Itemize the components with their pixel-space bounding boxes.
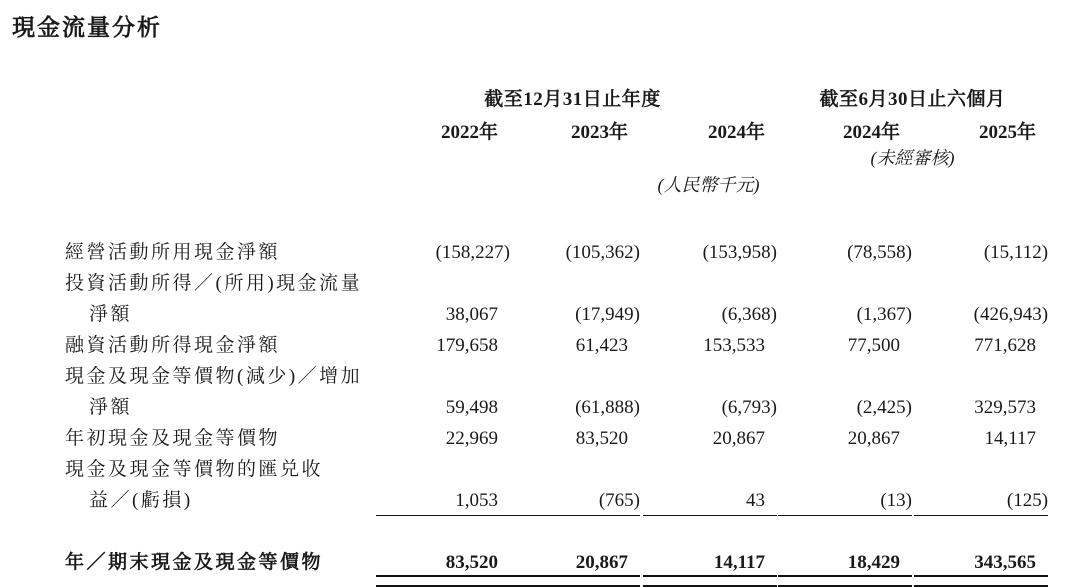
cell-value: (15,112) [983,242,1049,263]
cell-value: 20,867 [712,428,766,449]
cell-value [912,361,1048,392]
spacer-row [65,516,1048,547]
empty-cell [777,170,1048,197]
year-header-row [65,111,1048,144]
empty-cell [65,77,400,111]
cell-value: (2,425) [856,397,913,418]
unaudited-note-row [65,144,1048,170]
cell-value [777,268,912,299]
cell-value: 153,533 [703,335,766,356]
cell-value: (158,227) [435,242,510,263]
cell-value [640,268,777,299]
cell-value: 14,117 [640,547,777,578]
spacer-row [65,197,1048,237]
cell-value: (1,367) [856,304,913,325]
table-row [65,485,1048,516]
cell-value: 61,423 [575,335,628,356]
cell-value: 20,867 [510,547,640,578]
column-group-interim: 截至6月30日止六個月 [819,89,1006,110]
cell-value [640,454,777,485]
cell-value: (125) [912,485,1048,516]
cell-value [510,361,640,392]
cell-value [510,268,640,299]
table-row [65,237,1048,268]
cell-value: 83,520 [575,428,628,449]
empty-cell [65,170,640,197]
cell-value [640,361,777,392]
page-title: 現金流量分析 [12,15,162,40]
row-label: 融資活動所得現金淨額 [65,335,281,356]
cell-value: 59,498 [445,397,498,418]
cell-value: 179,658 [436,335,498,356]
table-row [65,361,1048,392]
cell-value: 329,573 [974,397,1037,418]
cell-value [400,454,510,485]
row-label: 經營活動所用現金淨額 [65,242,281,263]
cell-value: (153,958) [702,242,778,263]
cell-value: (13) [777,485,912,516]
column-group-header-row [65,77,1048,111]
year-header: 2024年 [708,122,766,143]
cell-value: 83,520 [400,547,510,578]
currency-note: (人民幣千元) [657,175,760,195]
year-header: 2025年 [979,122,1037,143]
cell-value: 22,969 [445,428,498,449]
row-label: 現金及現金等價物(減少)／增加 [65,366,363,387]
currency-note-row [65,170,1048,197]
table-row [65,299,1048,330]
table-row [65,423,1048,454]
table-row [65,454,1048,485]
cell-value: 43 [640,485,777,516]
row-label: 年／期末現金及現金等價物 [65,552,324,573]
cell-value [400,268,510,299]
cell-value: 20,867 [847,428,901,449]
cell-value [912,454,1048,485]
empty-cell [65,111,400,144]
cell-value: 14,117 [984,428,1037,449]
cell-value: (61,888) [575,397,640,418]
row-label: 淨額 [89,304,133,325]
year-header: 2024年 [843,122,901,143]
cell-value: (6,368) [721,304,778,325]
row-label: 現金及現金等價物的匯兑收 [65,459,324,480]
cell-value: (6,793) [721,397,778,418]
cell-value [510,454,640,485]
row-label: 淨額 [89,397,133,418]
cell-value: 771,628 [974,335,1037,356]
cell-value: 1,053 [400,485,510,516]
cell-value [777,361,912,392]
cell-value: (17,949) [575,304,640,325]
cell-value [912,268,1048,299]
cell-value: (426,943) [973,304,1049,325]
row-label: 年初現金及現金等價物 [65,428,281,449]
cell-value: 38,067 [445,304,498,325]
table-row [65,268,1048,299]
empty-cell [65,144,777,170]
cell-value: 343,565 [912,547,1048,578]
table-row [65,392,1048,423]
year-header: 2022年 [440,122,498,143]
cell-value: (105,362) [565,242,640,263]
cell-value: (78,558) [847,242,913,263]
cell-value: 18,429 [777,547,912,578]
cell-value: (765) [510,485,640,516]
cash-flow-table [65,77,1048,578]
year-header: 2023年 [570,122,628,143]
cell-value [400,361,510,392]
table-row [65,547,1048,578]
row-label: 益／(虧損) [89,490,193,511]
cell-value: 77,500 [847,335,901,356]
row-label: 投資活動所得／(所用)現金流量 [65,273,363,294]
cell-value [777,454,912,485]
table-row [65,330,1048,361]
unaudited-note: (未經審核) [870,148,955,168]
column-group-annual: 截至12月31日止年度 [484,89,661,110]
